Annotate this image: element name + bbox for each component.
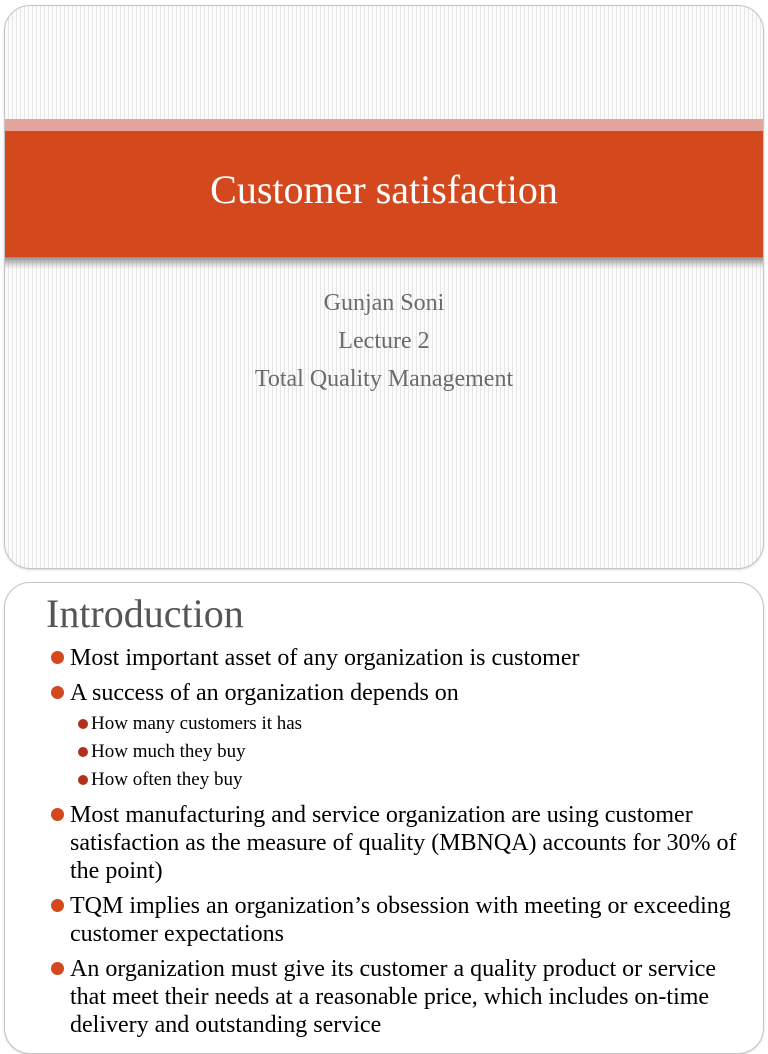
sub-bullet-dot-icon xyxy=(78,775,88,785)
title-band-shadow xyxy=(5,257,763,269)
sub-bullet-dot-icon xyxy=(78,719,88,729)
bullet-item xyxy=(51,955,751,1039)
bullet-text: Most important asset of any organization is customer xyxy=(70,645,580,671)
sub-bullet-item xyxy=(70,710,751,738)
bullet-text: Most manufacturing and service organization are using customer satisfaction as the measure of quality (MBNQA) accounts for 30% of the point) xyxy=(70,802,737,884)
bullet-text: An organization must give its customer a quality product or service that meet their needs at a reasonable price, which includes on-time delivery and outstanding service xyxy=(70,956,717,1038)
bullet-item xyxy=(51,644,751,672)
course-name: Total Quality Management xyxy=(254,366,514,392)
sub-bullet-list xyxy=(70,710,751,794)
bullet-item xyxy=(51,679,751,794)
bullet-list xyxy=(51,644,751,1046)
lecture-number: Lecture 2 xyxy=(338,328,430,354)
sub-bullet-text: How often they buy xyxy=(91,769,243,790)
title-band-top-strip xyxy=(5,119,763,131)
title-slide xyxy=(4,5,764,569)
sub-bullet-item xyxy=(70,766,751,794)
bullet-dot-icon xyxy=(51,899,64,912)
introduction-slide xyxy=(4,582,764,1054)
slide-heading: Introduction xyxy=(46,591,244,636)
sub-bullet-item xyxy=(70,738,751,766)
bullet-item xyxy=(51,892,751,948)
slide-subtitle xyxy=(5,284,763,398)
bullet-text: TQM implies an organization’s obsession with meeting or exceeding customer expectations xyxy=(70,893,731,947)
title-band xyxy=(5,131,763,257)
bullet-dot-icon xyxy=(51,686,64,699)
bullet-dot-icon xyxy=(51,962,64,975)
sub-bullet-text: How much they buy xyxy=(91,741,246,762)
bullet-item xyxy=(51,801,751,885)
author-name: Gunjan Soni xyxy=(323,290,445,316)
bullet-text: A success of an organization depends on xyxy=(70,680,459,706)
bullet-dot-icon xyxy=(51,808,64,821)
slide-title: Customer satisfaction xyxy=(210,167,558,212)
sub-bullet-dot-icon xyxy=(78,747,88,757)
bullet-dot-icon xyxy=(51,651,64,664)
sub-bullet-text: How many customers it has xyxy=(91,713,303,734)
